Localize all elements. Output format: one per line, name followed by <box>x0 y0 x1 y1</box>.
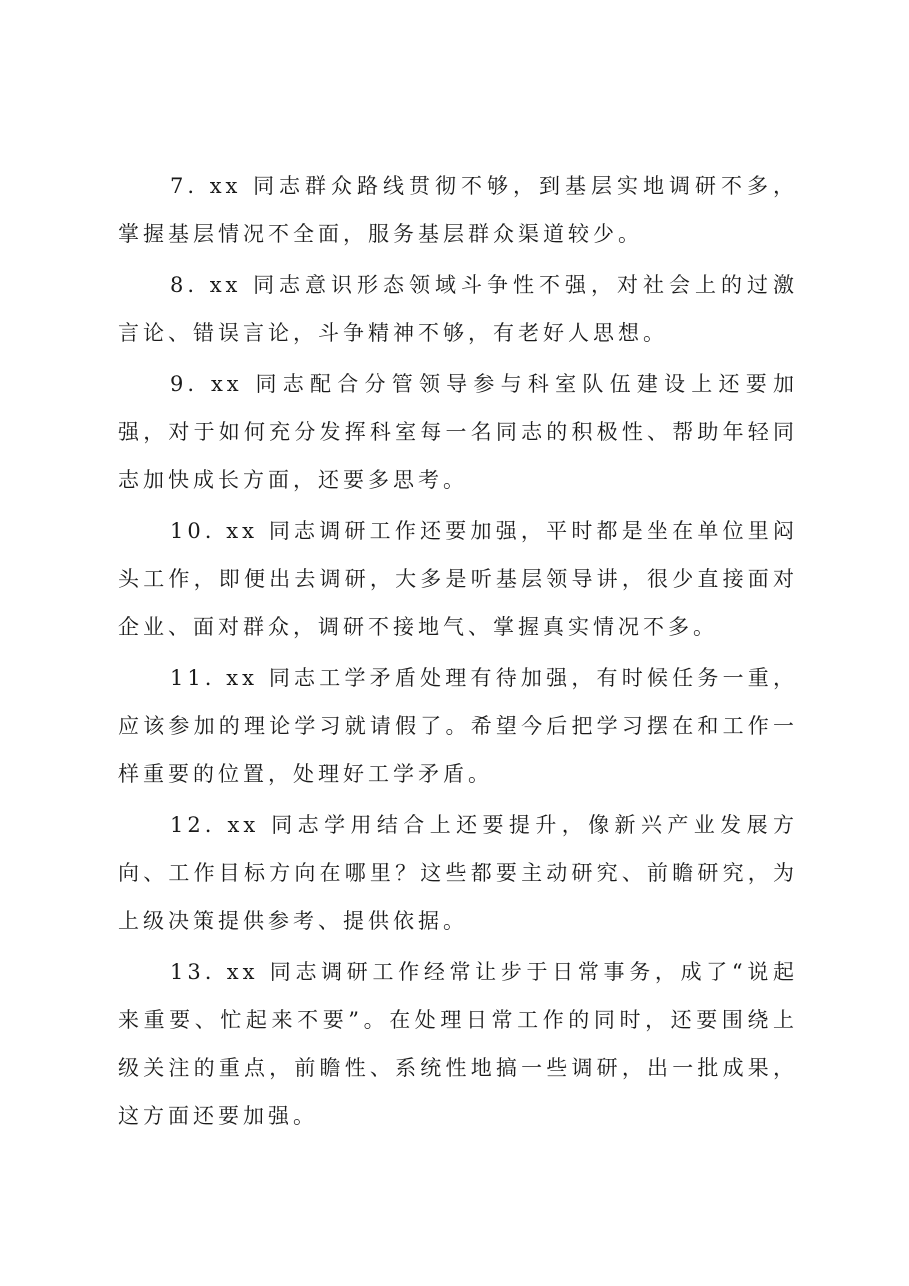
paragraph-13: 13. xx 同志调研工作经常让步于日常事务，成了“说起来重要、忙起来不要”。在处理日常工作的同时，还要围绕上级关注的重点，前瞻性、系统性地搞一些调研，出一批成果，这方面还要加强。 <box>118 960 798 1128</box>
paragraph-7: 7. xx 同志群众路线贯彻不够，到基层实地调研不多，掌握基层情况不全面，服务基层群众渠道较少。 <box>118 174 798 246</box>
document-body <box>118 162 798 1143</box>
paragraph-12: 12. xx 同志学用结合上还要提升，像新兴产业发展方向、工作目标方向在哪里？这些都要主动研究、前瞻研究，为上级决策提供参考、提供依据。 <box>118 813 798 933</box>
paragraph-11: 11. xx 同志工学矛盾处理有待加强，有时候任务一重，应该参加的理论学习就请假了。希望今后把学习摆在和工作一样重要的位置，处理好工学矛盾。 <box>118 666 798 786</box>
paragraph-10: 10. xx 同志调研工作还要加强，平时都是坐在单位里闷头工作，即便出去调研，大多是听基层领导讲，很少直接面对企业、面对群众，调研不接地气、掌握真实情况不多。 <box>118 519 798 639</box>
paragraph-8: 8. xx 同志意识形态领域斗争性不强，对社会上的过激言论、错误言论，斗争精神不够，有老好人思想。 <box>118 273 798 345</box>
paragraph-9: 9. xx 同志配合分管领导参与科室队伍建设上还要加强，对于如何充分发挥科室每一名同志的积极性、帮助年轻同志加快成长方面，还要多思考。 <box>118 372 798 492</box>
